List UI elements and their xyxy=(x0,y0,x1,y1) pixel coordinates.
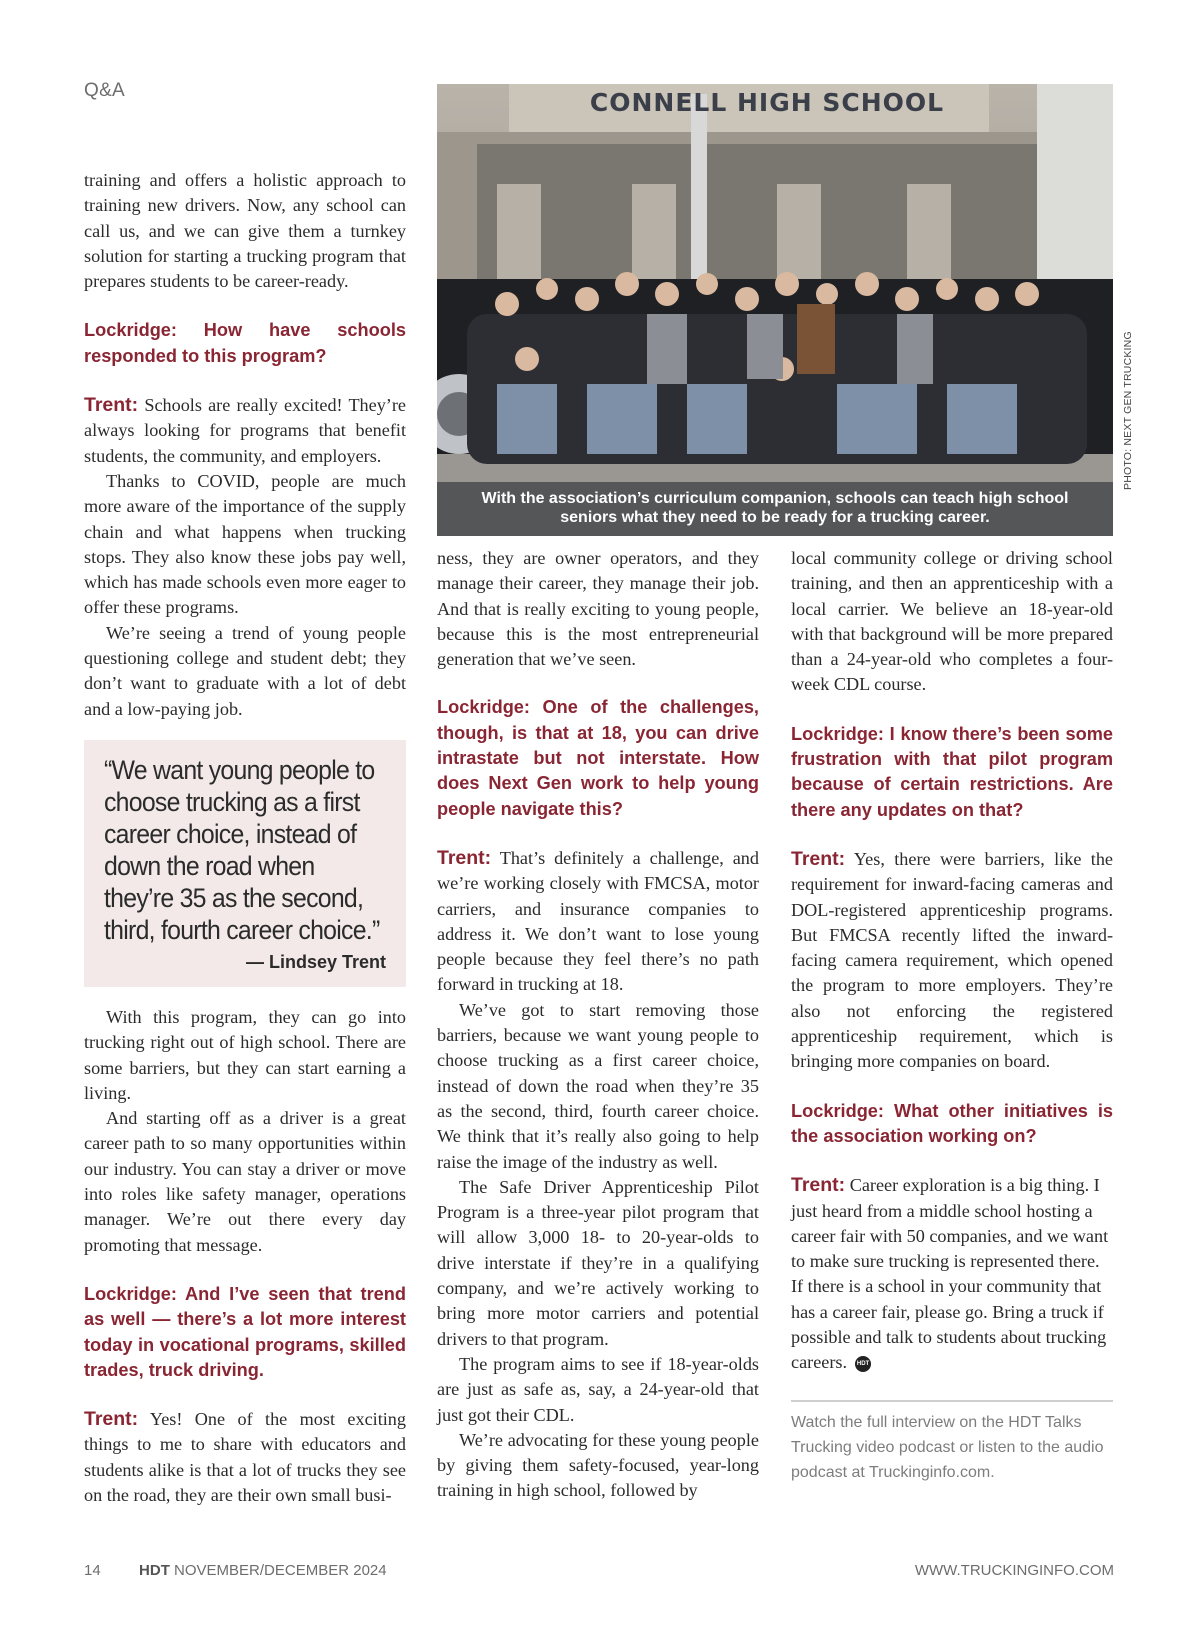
answer-paragraph xyxy=(791,847,1113,1075)
question-heading: Lockridge: I know there’s been some frustration with that pilot program because of certain restrictions. Are there any updates on that? xyxy=(791,723,1113,820)
column-1 xyxy=(84,168,406,1508)
answer-text: Schools are really excited! They’re always looking for programs that benefit students, the community, and employers. xyxy=(84,395,406,466)
pull-quote-attribution: — Lindsey Trent xyxy=(245,951,386,972)
magazine-name: HDT xyxy=(139,1562,170,1579)
column-3 xyxy=(791,546,1113,1485)
photo-caption-text: With the association’s curriculum companion, schools can teach high school seniors what they need to be ready for a trucking career. xyxy=(481,490,1069,526)
speaker-label: Trent: xyxy=(84,1408,139,1431)
paragraph: With this program, they can go into trucking right out of high school. There are some barriers, but they can start earning a living. xyxy=(84,1006,406,1103)
question-heading: Lockridge: What other initiatives is the association working on? xyxy=(791,1100,1113,1146)
speaker-label: Trent: xyxy=(791,1174,846,1197)
answer-text: Yes, there were barriers, like the requirement for inward-facing cameras and DOL-registered apprenticeship programs. But FMCSA recently lifted the inward-facing camera requirement, which opened the program to more employers. They’re also not enforcing the registered apprenticeship requirement, which is bringing more companies on board. xyxy=(791,848,1113,1072)
photo-caption xyxy=(437,482,1113,536)
answer-text: That’s definitely a challenge, and we’re working closely with FMCSA, motor carriers, and insurance companies to address it. We don’t want to lose young people because they feel there’s no path forward in trucking at 18. xyxy=(437,847,759,995)
issue-date: NOVEMBER/DECEMBER 2024 xyxy=(174,1562,387,1579)
footer-left xyxy=(84,1562,387,1579)
speaker-label: Trent: xyxy=(84,394,139,417)
paragraph: The program aims to see if 18-year-olds are just as safe as, say, a 24-year-old that just got their CDL. xyxy=(437,1353,759,1425)
paragraph: We’ve got to start removing those barriers, because we want young people to choose trucking as a first career choice, instead of down the road when they’re 35 as the second, third, fourth career choice. We think that it’s really also going to help raise the image of the industry as well. xyxy=(437,999,759,1172)
answer-paragraph xyxy=(84,393,406,469)
podcast-note: Watch the full interview on the HDT Talks Trucking video podcast or listen to the audio podcast at Truckinginfo.com. xyxy=(791,1413,1104,1481)
pull-quote xyxy=(84,740,406,987)
paragraph: training and offers a holistic approach to training new drivers. Now, any school can call us, and we can give them a turnkey solution for starting a trucking program that prepares students to be career-ready. xyxy=(84,170,406,292)
paragraph: ness, they are owner operators, and they manage their career, they manage their job. And that is really exciting to young people, because this is the most entrepreneurial generation that we’ve seen. xyxy=(437,548,759,670)
paragraph: The Safe Driver Apprenticeship Pilot Program is a three-year pilot program that will allow 3,000 18- to 20-year-olds to drive interstate if they’re in a qualifying company, and we’re actively working to bring more motor carriers and potential drivers to that program. xyxy=(437,1176,759,1349)
photo-credit: PHOTO: NEXT GEN TRUCKING xyxy=(1122,331,1134,490)
page-number: 14 xyxy=(84,1562,101,1579)
answer-paragraph xyxy=(437,846,759,998)
answer-paragraph xyxy=(84,1407,406,1508)
question-heading: Lockridge: One of the challenges, though, is that at 18, you can drive intrastate but not interstate. How does Next Gen work to help young people navigate this? xyxy=(437,697,759,819)
paragraph: local community college or driving school training, and then an apprenticeship with a local carrier. We believe an 18-year-old with that background will be more prepared than a 24-year-old who completes a four-week CDL course. xyxy=(791,548,1113,695)
column-2 xyxy=(437,546,759,1504)
speaker-label: Trent: xyxy=(437,846,492,869)
question-heading: Lockridge: And I’ve seen that trend as well — there’s a lot more interest today in vocational programs, skilled trades, truck driving. xyxy=(84,1283,406,1380)
answer-text: Yes! One of the most exciting things to me to share with educators and students alike is that a lot of trucks they see on the road, they are their own small busi- xyxy=(84,1409,406,1505)
divider xyxy=(791,1400,1113,1402)
answer-paragraph xyxy=(791,1173,1113,1375)
speaker-label: Trent: xyxy=(791,847,846,870)
group-photo xyxy=(437,84,1113,536)
answer-text: Career exploration is a big thing. I just heard from a middle school hosting a career fair with 50 companies, and we want to make sure trucking is represented there. If there is a school in your community that has a career fair, please go. Bring a truck if possible and talk to students about trucking careers. xyxy=(791,1175,1109,1373)
footer-website: WWW.TRUCKINGINFO.COM xyxy=(914,1562,1114,1579)
hdt-end-mark-icon: HDT xyxy=(855,1356,871,1372)
question-heading: Lockridge: How have schools responded to this program? xyxy=(84,320,406,366)
paragraph: And starting off as a driver is a great career path to so many opportunities within our industry. You can stay a driver or move into roles like safety manager, operations manager. We’re out there every day promoting that message. xyxy=(84,1108,406,1255)
paragraph: We’re seeing a trend of young people questioning college and student debt; they don’t want to graduate with a lot of debt and a low-paying job. xyxy=(84,622,406,719)
school-sign: CONNELL HIGH SCHOOL xyxy=(589,88,945,117)
section-label: Q&A xyxy=(84,80,126,101)
paragraph: We’re advocating for these young people by giving them safety-focused, year-long training in high school, followed by xyxy=(437,1429,759,1501)
paragraph: Thanks to COVID, people are much more aware of the importance of the supply chain and what happens when trucking stops. They also know these jobs pay well, which has made schools even more eager to offer these programs. xyxy=(84,470,406,618)
pull-quote-text: “We want young people to choose trucking as a first career choice, instead of down the road when they’re 35 as the second, third, fourth career choice.” xyxy=(104,754,380,945)
photo-illustration xyxy=(437,84,1113,536)
